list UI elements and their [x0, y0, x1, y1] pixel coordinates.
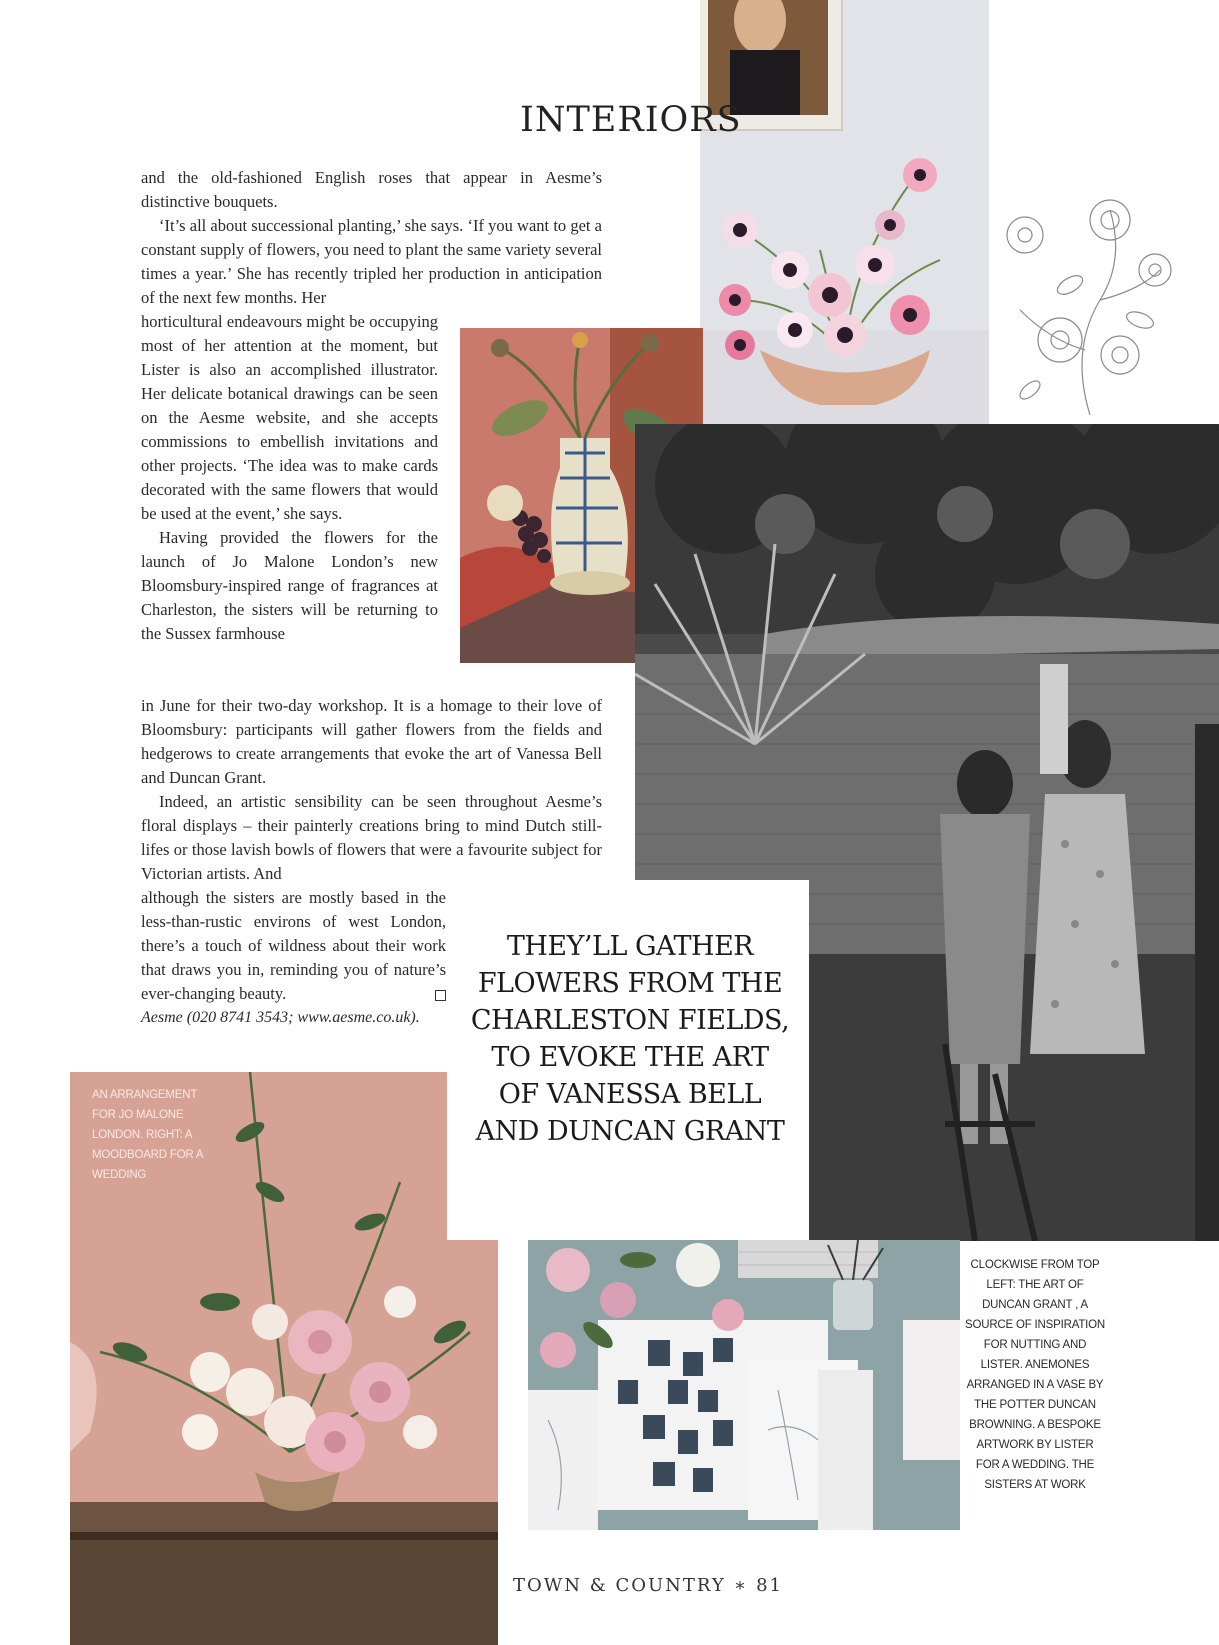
article-paragraph-1: and the old-fashioned English roses that appear in Aesme’s distinctive bouquets. — [141, 168, 602, 211]
article-credit: Aesme (020 8741 3543; www.aesme.co.uk). — [141, 1009, 420, 1026]
article-column-top — [141, 166, 602, 310]
article-paragraph-4a: Indeed, an artistic sensibility can be seen throughout Aesme’s floral displays – their painterly creations bring to mind Dutch still-lifes or those lavish bowls of flowers that were a favourite subject for Victorian artists. And — [141, 792, 602, 883]
article-column-narrow — [141, 310, 438, 646]
article-column-mid — [141, 694, 602, 886]
folio-page-number: 81 — [756, 1575, 783, 1596]
anemones-photo — [700, 0, 989, 424]
botanical-sketch — [1000, 190, 1180, 420]
article-column-bottom — [141, 886, 446, 1030]
folio — [513, 1575, 783, 1596]
article-paragraph-2: ‘It’s all about successional planting,’ she says. ‘If you want to get a constant supply of flowers, you need to plant the same variety several times a year.’ She has recently tripled her production in anticipation of the next few months. Her — [141, 216, 602, 307]
folio-separator: ∗ — [733, 1575, 749, 1596]
pull-quote: THEY’LL GATHER FLOWERS FROM THE CHARLESTON FIELDS, TO EVOKE THE ART OF VANESSA BELL AND DUNCAN GRANT — [470, 931, 790, 1147]
article-paragraph-4b — [141, 886, 446, 1006]
article-paragraph-3b: in June for their two-day workshop. It is a homage to their love of Bloomsbury: participants will gather flowers from the fields and hedgerows to create arrangements that evoke the art of Vanessa Bell and Duncan Grant. — [141, 696, 602, 787]
caption-left: AN ARRANGEMENT FOR JO MALONE LONDON. RIGHT: A MOODBOARD FOR A WEDDING — [92, 1089, 203, 1181]
article-paragraph-4b-text: although the sisters are mostly based in the less-than-rustic environs of west London, there’s a touch of wildness about their work that draws you in, reminding you of nature’s ever-changing beauty. — [141, 888, 446, 1003]
folio-magazine: TOWN & COUNTRY — [513, 1575, 726, 1596]
article-paragraph-2-cont: horticultural endeavours might be occupying most of her attention at the moment, but Lister is also an accomplished illustrator. Her delicate botanical drawings can be seen on the Aesme website, and she accepts commissions to embellish invitations and other projects. ‘The idea was to make cards decorated with the same flowers that would be used at the event,’ she says. — [141, 312, 438, 523]
end-mark-icon — [435, 990, 446, 1001]
section-title: INTERIORS — [520, 100, 742, 140]
wedding-moodboard-photo — [528, 1240, 960, 1530]
article-paragraph-3a: Having provided the flowers for the launch of Jo Malone London’s new Bloomsbury-inspired range of fragrances at Charleston, the sisters will be returning to the Sussex farmhouse — [141, 528, 438, 643]
caption-right: CLOCKWISE FROM TOP LEFT: THE ART OF DUNCAN GRANT , A SOURCE OF INSPIRATION FOR NUTTING AND LISTER. ANEMONES ARRANGED IN A VASE BY THE POTTER DUNCAN BROWNING. A BESPOKE ARTWORK BY LISTER FOR A WEDDING. THE SISTERS AT WORK — [965, 1259, 1105, 1491]
